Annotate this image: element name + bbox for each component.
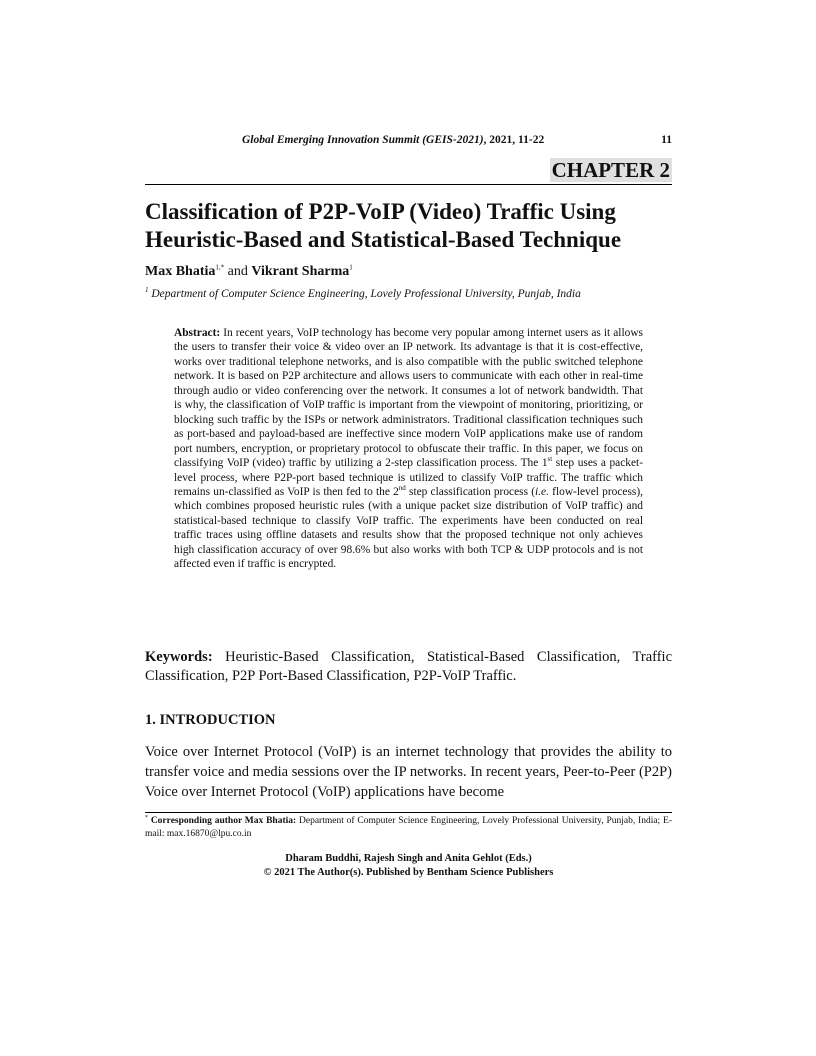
author-affiliation-mark: 1 (349, 263, 353, 272)
page-number: 11 (661, 134, 672, 146)
section-heading: 1. INTRODUCTION (145, 712, 276, 728)
footnote-divider (145, 812, 672, 813)
keywords: Keywords: Heuristic-Based Classification, Statistical-Based Classification, Traffic Classification, P2P Port-Based Classification, P2P-VoIP Traffic. (145, 649, 672, 684)
publisher-info (145, 852, 672, 880)
title-line-1: Classification of P2P-VoIP (Video) Traffic Using (145, 199, 616, 224)
chapter-header (145, 158, 672, 185)
copyright-line: © 2021 The Author(s). Published by Bentham Science Publishers (263, 867, 554, 878)
running-head (145, 134, 672, 150)
editors-line: Dharam Buddhi, Rajesh Singh and Anita Gehlot (Eds.) (285, 853, 532, 864)
paper-title (145, 198, 672, 254)
abstract: Abstract: In recent years, VoIP technology has become very popular among internet users as it allows the users to transfer their voice & video over an IP network. Its advantage is that it is cost-effective, works over traditional telephone networks, and is also compatible with the public switched telephone network. It is based on P2P architecture and allows users to communicate with each other in real-time through audio or video conferencing over the network. It consumes a lot of network bandwidth. That is why, the classification of VoIP traffic is important from the viewpoint of monitoring, prioritizing, or blocking such traffic by the ISPs or network administrators. Traditional classification techniques such as port-based and payload-based are ineffective since modern VoIP applications make use of random port numbers, encryption, or proprietary protocol to obfuscate their traffic. In this paper, we focus on classifying VoIP (video) traffic by utilizing a 2-step classification process. The 1st step uses a packet-level process, where P2P-port based technique is utilized to classify VoIP traffic. The traffic which remains un-classified as VoIP is then fed to the 2nd step classification process (i.e. flow-level process), which combines proposed heuristic rules (with a unique packet size distribution of VoIP traffic) and statistical-based technique to classify VoIP traffic. The experiments have been conducted on real traffic traces using offline datasets and results show that the proposed technique not only achieves high classification accuracy of over 98.6% but also works with both TCP & UDP protocols and is not affected even if traffic is encrypted. (174, 327, 644, 571)
keywords-label: Keywords: (145, 649, 213, 665)
chapter-label: CHAPTER 2 (551, 158, 670, 182)
author-list: Max Bhatia$^{1,*}$ and Vikrant Sharma$^1$ (145, 263, 353, 279)
title-line-2: Heuristic-Based and Statistical-Based Technique (145, 227, 622, 252)
journal-citation: Global Emerging Innovation Summit (GEIS-2021), 2021, 11-22 (242, 134, 545, 146)
author-name: Vikrant Sharma (251, 264, 350, 279)
footnote: * Corresponding author Max Bhatia: Department of Computer Science Engineering, Lovely Professional University, Punjab, India; E-mail: max.16870@lpu.co.in (145, 814, 672, 839)
affiliation: $^1$ Department of Computer Science Engineering, Lovely Professional University, Punjab, India (145, 286, 581, 300)
abstract-label: Abstract: (174, 327, 221, 339)
intro-paragraph: Voice over Internet Protocol (VoIP) is an internet technology that provides the ability to transfer voice and media sessions over the IP networks. In recent years, Peer-to-Peer (P2P) Voice over Internet Protocol (VoIP) applications have become (145, 744, 672, 800)
author-affiliation-mark: 1,* (215, 263, 225, 272)
author-name: Max Bhatia (145, 264, 216, 279)
